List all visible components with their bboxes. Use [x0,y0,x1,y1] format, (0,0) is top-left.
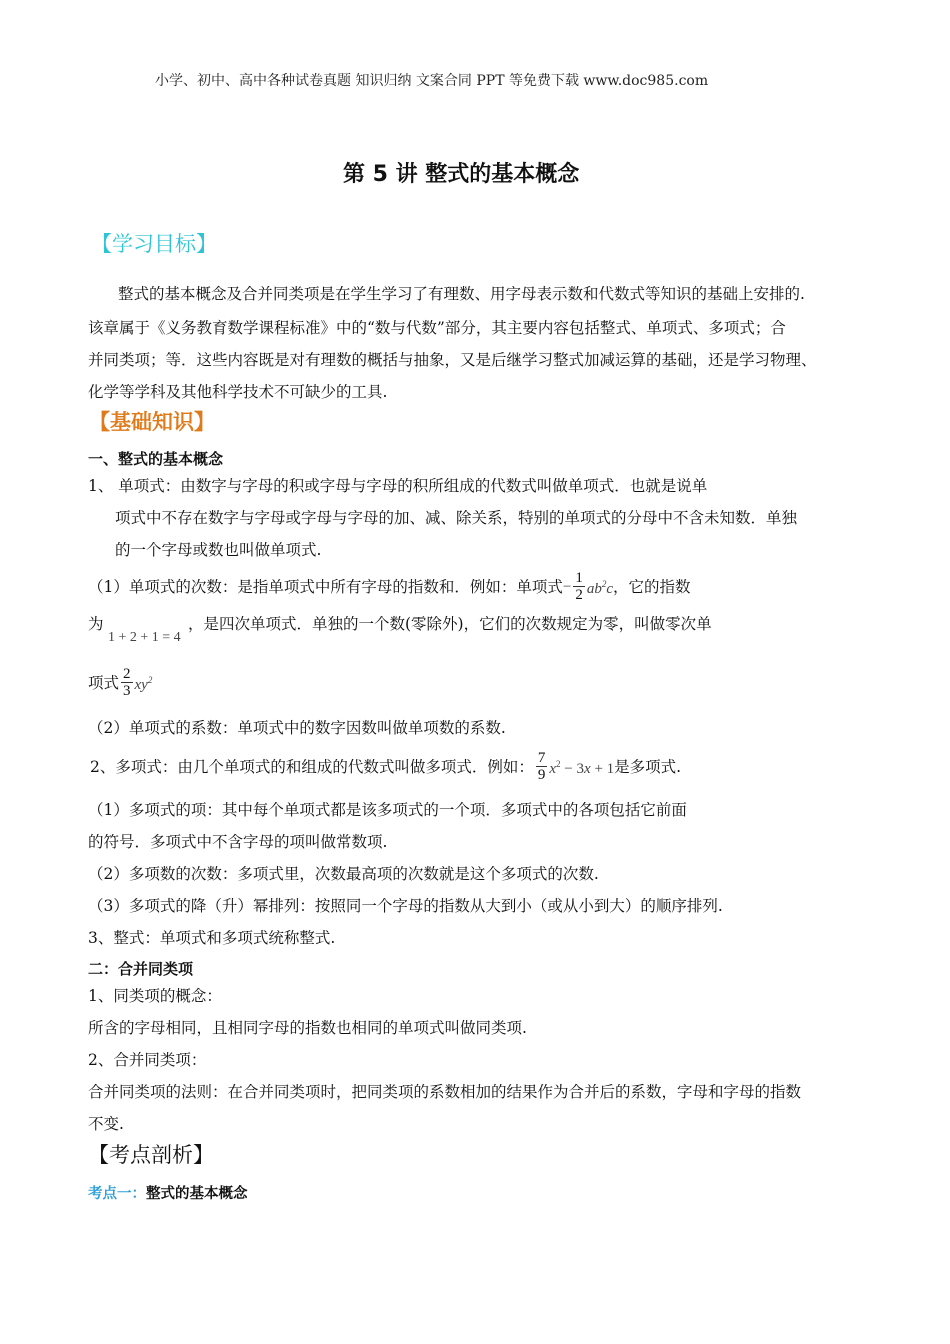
polynomial-definition-text: 2、多项式：由几个单项式的和组成的代数式叫做多项式．例如： [90,757,534,776]
monomial-degree-line-2: 为 [88,615,104,633]
goal-paragraph-line-1: 整式的基本概念及合并同类项是在学生学习了有理数、用字母表示数和代数式等知识的基础上安排的. [118,285,805,303]
polynomial-example-fraction [536,750,548,783]
page-title: 第 5 讲 整式的基本概念 [343,162,580,187]
exam-point-one-text: 整式的基本概念 [146,1186,248,1202]
monomial-degree-text-b: ，它的指数 [613,577,691,596]
zero-example-fraction [121,666,133,699]
zhengshi-definition-line: 3、整式：单项式和多项式统称整式. [88,929,336,947]
monomial-example-vars: $ab^2c$ [586,579,614,597]
like-terms-definition: 所含的字母相同，且相同字母的指数也相同的单项式叫做同类项. [88,1019,527,1037]
fraction-denominator: 3 [123,683,131,699]
zero-degree-text: 项式 [88,673,120,692]
fraction-numerator: 2 [123,666,131,682]
monomial-definition-line-1: 1、 单项式：由数字与字母的积或字母与字母的积所组成的代数式叫做单项式．也就是说单 [88,477,708,495]
part-one-heading: 一、整式的基本概念 [88,450,224,468]
monomial-definition-line-3: 的一个字母或数也叫做单项式. [115,541,322,559]
monomial-example-sign: − [562,578,572,595]
fraction-numerator: 1 [575,570,583,586]
fraction-denominator: 9 [537,767,546,783]
polynomial-degree-line: （2）多项数的次数：多项式里，次数最高项的次数就是这个多项式的次数. [88,865,599,883]
polynomial-example-expression: $x^2 - 3x + 1$ [549,759,615,777]
fraction-numerator: 7 [537,750,546,766]
monomial-degree-line-2b: ，是四次单项式．单独的一个数(零除外)，它们的次数规定为零，叫做零次单 [188,615,712,633]
fraction-denominator: 2 [575,587,583,603]
polynomial-definition-line [90,750,681,783]
like-terms-heading: 1、同类项的概念： [88,987,222,1005]
exam-point-one-label: 考点一： [88,1186,146,1202]
goal-paragraph-line-3: 并同类项；等．这些内容既是对有理数的概括与抽象，又是后继学习整式加减运算的基础，还是学习物理、 [88,351,817,369]
goal-paragraph-line-4: 化学等学科及其他科学技术不可缺少的工具. [88,383,388,401]
monomial-coefficient-line: （2）单项式的系数：单项式中的数字因数叫做单项数的系数. [88,719,506,737]
learning-goal-heading: 【学习目标】 [91,232,217,256]
polynomial-definition-tail: 是多项式. [614,757,682,776]
zero-degree-line [88,666,152,699]
combine-rule-line-1: 合并同类项的法则：在合并同类项时，把同类项的系数相加的结果作为合并后的系数，字母和字母的指数 [88,1083,802,1101]
monomial-degree-line [88,570,691,603]
polynomial-term-line-1: （1）多项式的项：其中每个单项式都是该多项式的一个项．多项式中的各项包括它前面 [88,801,687,819]
polynomial-order-line: （3）多项式的降（升）幂排列：按照同一个字母的指数从大到小（或从小到大）的顺序排列. [88,897,723,915]
exam-points-heading: 【考点剖析】 [88,1143,214,1167]
polynomial-term-line-2: 的符号．多项式中不含字母的项叫做常数项. [88,833,388,851]
monomial-definition-line-2: 项式中不存在数字与字母或字母与字母的加、减、除关系，特别的单项式的分母中不含未知数．单独 [115,509,798,527]
exam-point-one [88,1182,248,1203]
combine-heading: 2、合并同类项： [88,1051,207,1069]
basic-knowledge-heading: 【基础知识】 [89,410,215,434]
exponent-sum: 1 + 2 + 1 = 4 [108,630,181,645]
zero-example-vars: $xy^2$ [134,675,153,693]
page-header: 小学、初中、高中各种试卷真题 知识归纳 文案合同 PPT 等免费下载 www.doc985.com [155,73,709,89]
part-two-heading: 二：合并同类项 [88,960,194,978]
combine-rule-line-2: 不变. [88,1115,124,1133]
goal-paragraph-line-2: 该章属于《义务教育数学课程标准》中的“数与代数”部分，其主要内容包括整式、单项式、多项式；合 [88,319,786,337]
monomial-example-fraction [573,570,585,603]
monomial-degree-text-a: （1）单项式的次数：是指单项式中所有字母的指数和．例如：单项式 [88,577,563,596]
